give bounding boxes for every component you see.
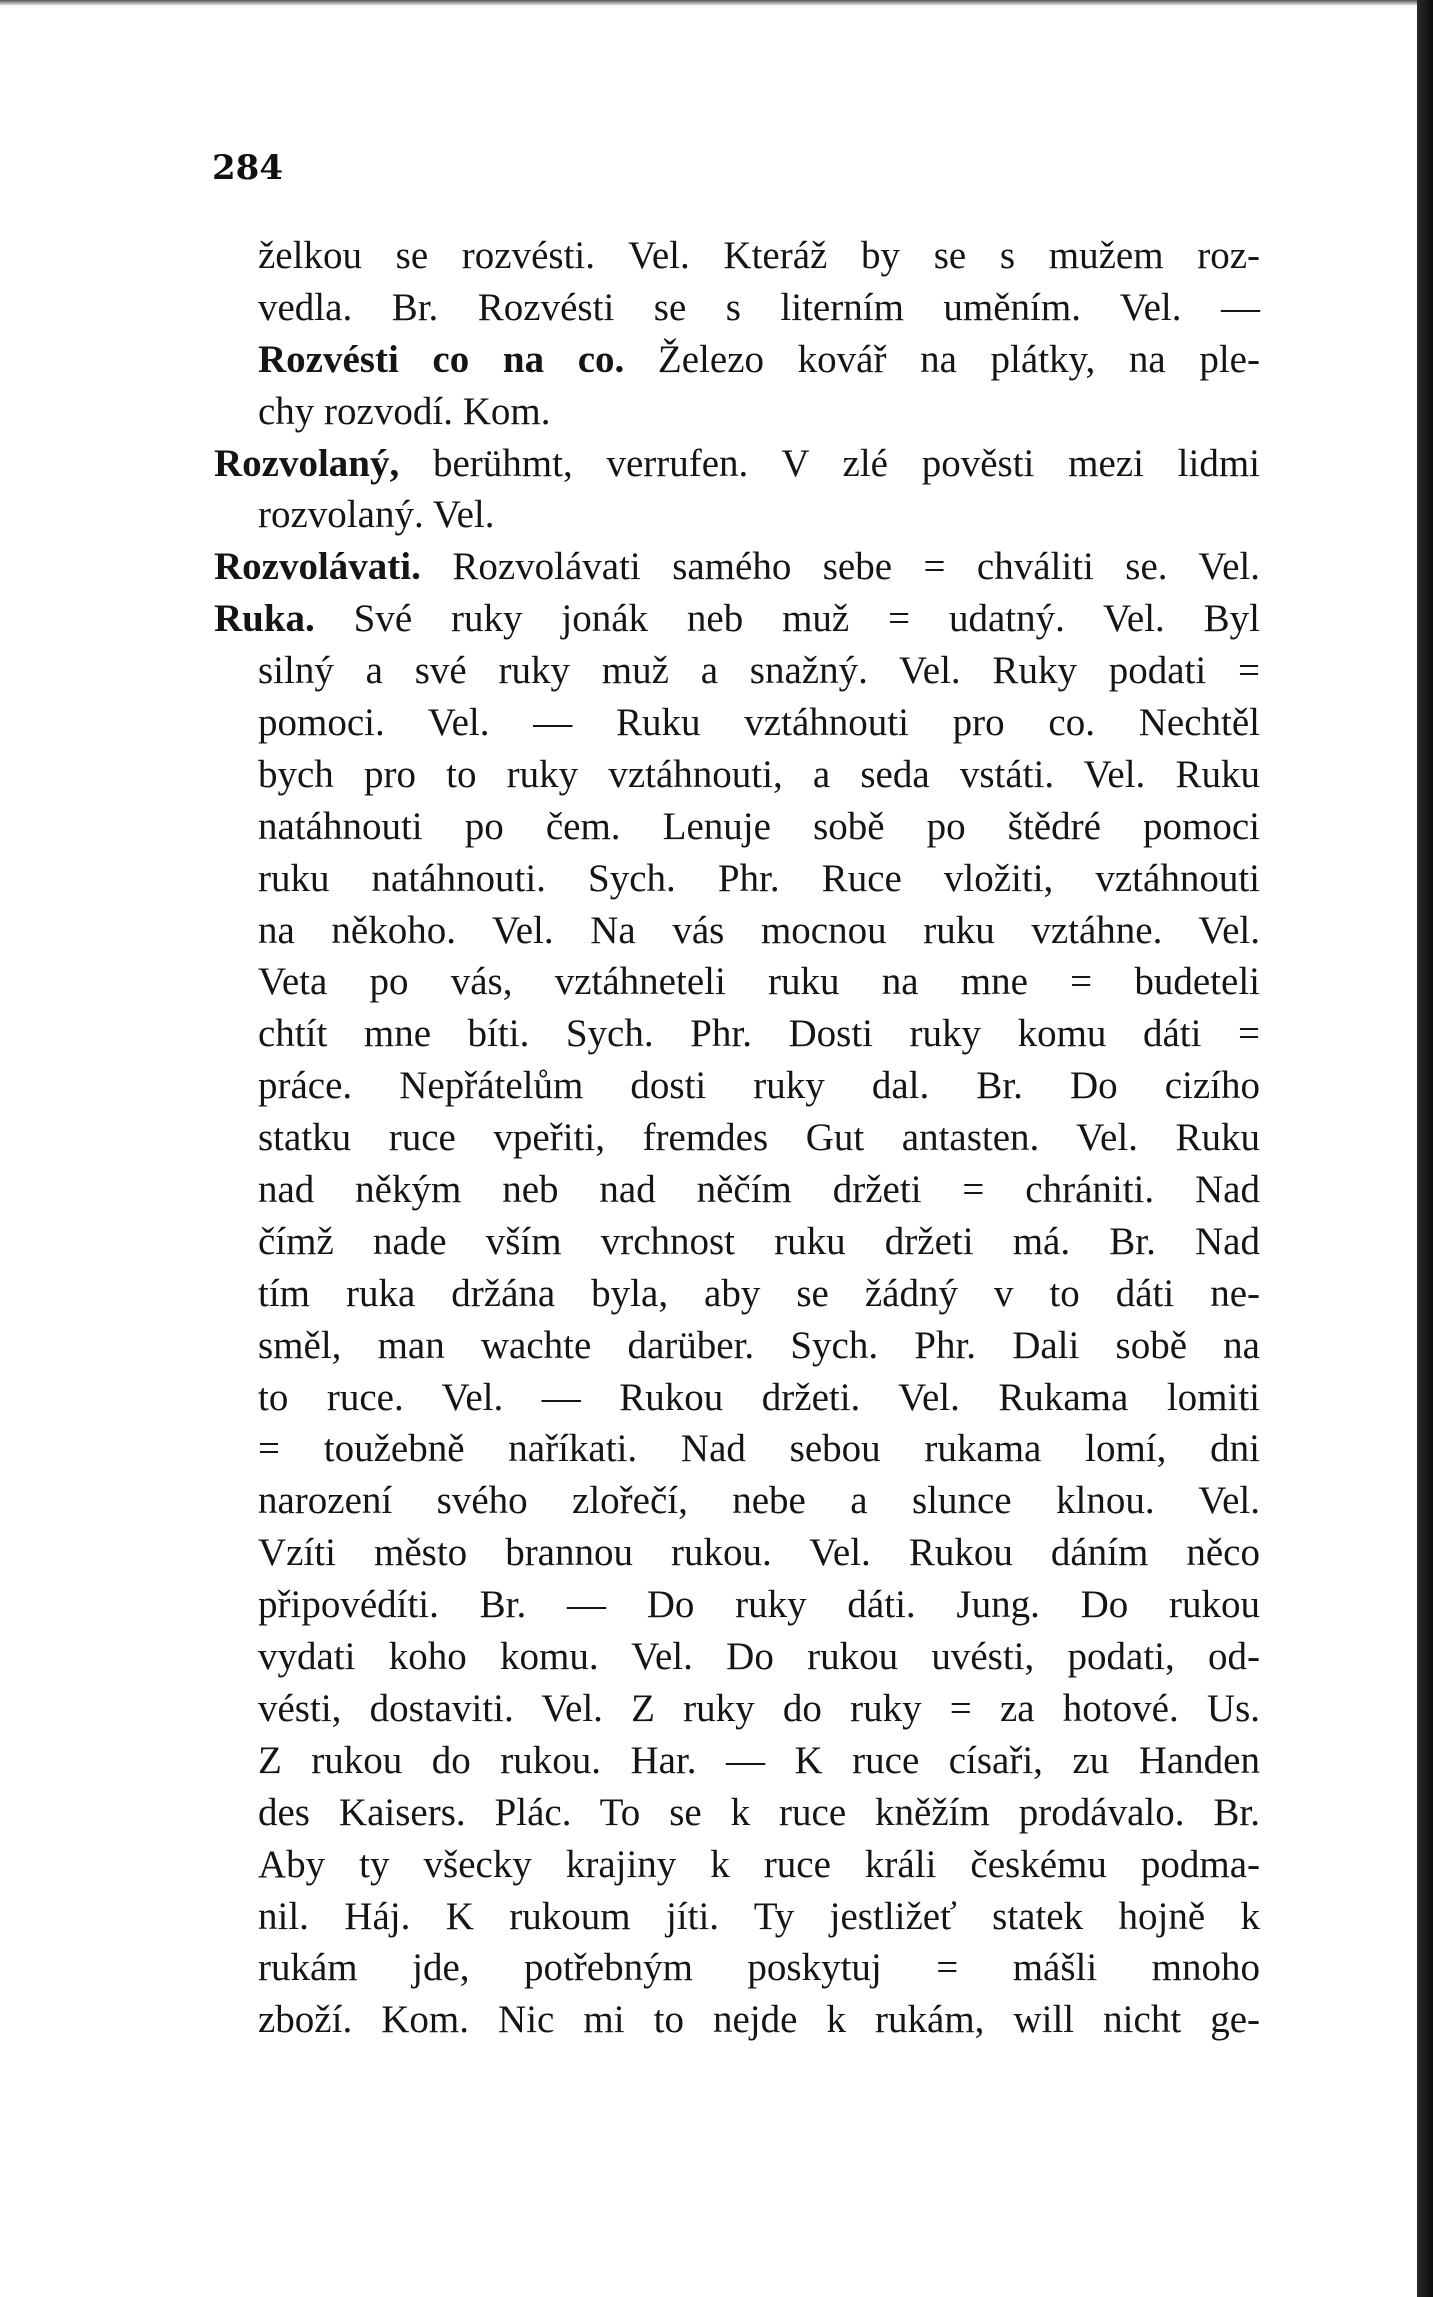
page-number: 284 — [212, 148, 283, 188]
line-text: pomoci. Vel. — Ruku vztáhnouti pro co. Nechtěl — [258, 701, 1260, 745]
line-text: tím ruka držána byla, aby se žádný v to dáti ne- — [258, 1271, 1260, 1315]
line-text: rukám jde, potřebným poskytuj = mášli mnoho — [258, 1946, 1260, 1990]
line-text: Rozvolávati samého sebe = chváliti se. Vel. — [420, 545, 1260, 589]
line-text: želkou se rozvésti. Vel. Kteráž by se s mužem roz- — [258, 234, 1260, 277]
text-line — [258, 905, 1260, 957]
line-text: čímž nade vším vrchnost ruku držeti má. Br. Nad — [258, 1219, 1260, 1263]
text-line — [214, 541, 1260, 593]
text-line — [258, 749, 1260, 801]
text-line — [258, 1320, 1260, 1372]
text-line — [214, 438, 1260, 490]
text-line — [258, 1475, 1260, 1527]
line-text: vydati koho komu. Vel. Do rukou uvésti, podati, od- — [258, 1635, 1260, 1679]
text-line — [258, 386, 1260, 438]
line-text: Vzíti město brannou rukou. Vel. Rukou dáním něco — [258, 1531, 1260, 1575]
text-line — [258, 1735, 1260, 1787]
line-text: ruku natáhnouti. Sych. Phr. Ruce vložiti, vztáhnouti — [258, 856, 1260, 900]
dictionary-text — [214, 230, 1260, 2046]
line-text: Veta po vás, vztáhneteli ruku na mne = budeteli — [258, 960, 1260, 1004]
scan-right-edge — [1417, 0, 1433, 2297]
text-line — [258, 1372, 1260, 1424]
text-line — [258, 1216, 1260, 1268]
text-line — [258, 956, 1260, 1008]
text-line — [258, 1631, 1260, 1683]
line-text: Aby ty všecky krajiny k ruce králi českému podma- — [258, 1842, 1260, 1886]
line-text: Z rukou do rukou. Har. — K ruce císaři, zu Handen — [258, 1738, 1260, 1782]
text-line — [258, 1060, 1260, 1112]
line-text: natáhnouti po čem. Lenuje sobě po štědré pomoci — [258, 804, 1260, 848]
text-line — [258, 1008, 1260, 1060]
entry-headword: Rozvolaný, — [214, 441, 400, 485]
text-line — [258, 1164, 1260, 1216]
line-text: připovédíti. Br. — Do ruky dáti. Jung. Do rukou — [258, 1583, 1260, 1627]
line-text: nad někým neb nad něčím držeti = chrániti. Nad — [258, 1168, 1260, 1212]
text-line — [258, 1891, 1260, 1943]
line-text: vésti, dostaviti. Vel. Z ruky do ruky = za hotové. Us. — [258, 1686, 1260, 1730]
entry-headword: Rozvolávati. — [214, 545, 421, 589]
text-line — [258, 489, 1260, 541]
line-text: = toužebně naříkati. Nad sebou rukama lomí, dni — [258, 1427, 1260, 1471]
line-text: to ruce. Vel. — Rukou držeti. Vel. Rukama lomiti — [258, 1375, 1260, 1419]
text-line — [258, 697, 1260, 749]
text-line — [258, 1942, 1260, 1994]
line-text: nil. Háj. K rukoum jíti. Ty jestližeť statek hojně k — [258, 1894, 1260, 1938]
entry-headword: Ruka. — [214, 597, 315, 641]
line-text: statku ruce vpeřiti, fremdes Gut antasten. Vel. Ruku — [258, 1116, 1260, 1160]
line-text: Své ruky jonák neb muž = udatný. Vel. Byl — [314, 597, 1260, 641]
line-text: berühmt, verrufen. V zlé pověsti mezi lidmi — [399, 441, 1260, 485]
text-line — [258, 1423, 1260, 1475]
text-line — [258, 801, 1260, 853]
text-line — [258, 1579, 1260, 1631]
line-text: Železo kovář na plátky, na ple- — [624, 337, 1260, 381]
text-line — [258, 1787, 1260, 1839]
line-text: na někoho. Vel. Na vás mocnou ruku vztáhne. Vel. — [258, 908, 1260, 952]
line-text: chtít mne bíti. Sych. Phr. Dosti ruky komu dáti = — [258, 1012, 1260, 1056]
text-line — [258, 1527, 1260, 1579]
line-text: rozvolaný. Vel. — [258, 493, 495, 537]
text-line — [258, 645, 1260, 697]
text-line — [258, 1683, 1260, 1735]
line-text: silný a své ruky muž a snažný. Vel. Ruky podati = — [258, 649, 1260, 693]
line-text: bych pro to ruky vztáhnouti, a seda vstáti. Vel. Ruku — [258, 752, 1260, 796]
text-line — [258, 1268, 1260, 1320]
line-text: zboží. Kom. Nic mi to nejde k rukám, will nicht ge- — [258, 1998, 1260, 2042]
line-text: směl, man wachte darüber. Sych. Phr. Dali sobě na — [258, 1323, 1260, 1367]
entry-headword: Rozvésti co na co. — [258, 337, 625, 381]
text-line — [258, 230, 1260, 282]
line-text: narození svého zlořečí, nebe a slunce klnou. Vel. — [258, 1479, 1260, 1523]
text-line — [258, 282, 1260, 334]
text-line — [258, 1994, 1260, 2046]
line-text: vedla. Br. Rozvésti se s literním uměním. Vel. — — [258, 285, 1260, 329]
text-line — [258, 1839, 1260, 1891]
text-line — [258, 853, 1260, 905]
text-line — [214, 593, 1260, 645]
text-line — [258, 1112, 1260, 1164]
line-text: des Kaisers. Plác. To se k ruce kněžím prodávalo. Br. — [258, 1790, 1260, 1834]
line-text: chy rozvodí. Kom. — [258, 389, 551, 433]
line-text: práce. Nepřátelům dosti ruky dal. Br. Do cizího — [258, 1064, 1260, 1108]
text-line — [258, 334, 1260, 386]
